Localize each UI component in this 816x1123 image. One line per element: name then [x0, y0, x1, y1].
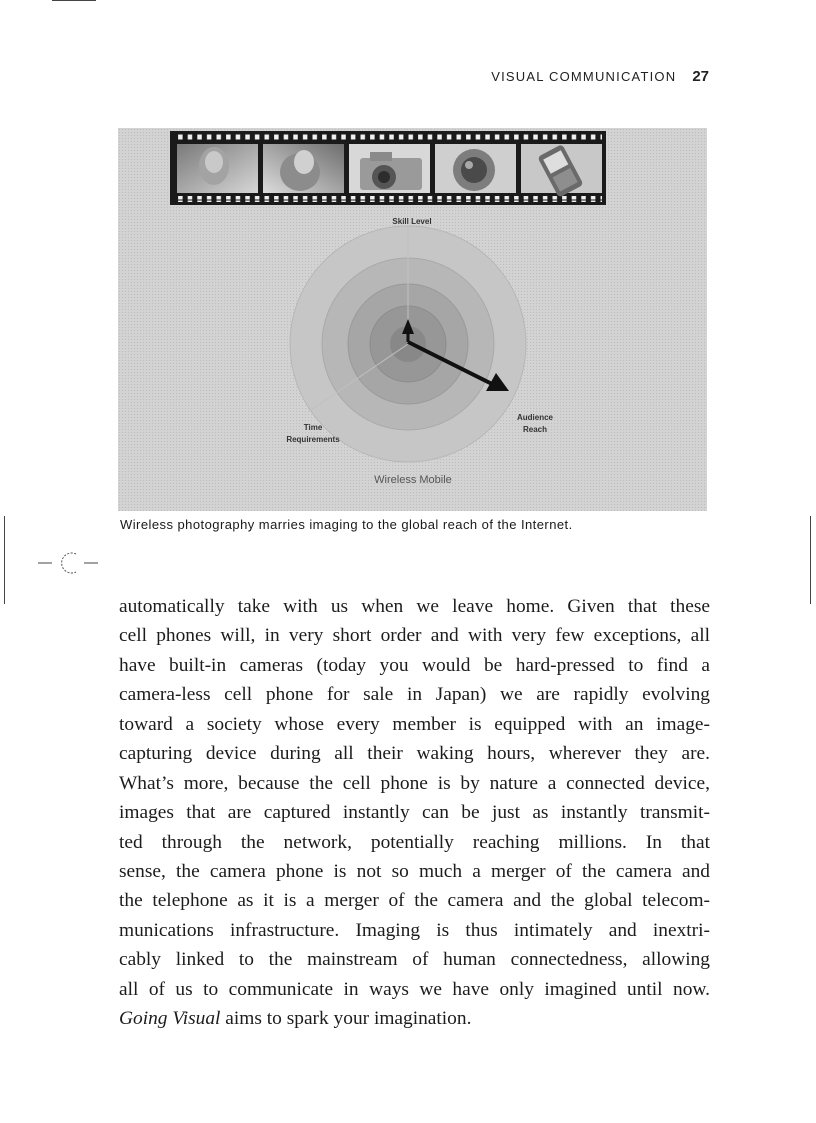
body-line-last: [119, 1004, 710, 1033]
crop-mark-left: [4, 516, 5, 604]
body-line-last-text: aims to spark your imagination.: [220, 1008, 472, 1030]
label-time-requirements: [268, 422, 358, 446]
label-time-line1: Time: [303, 423, 323, 432]
body-line: capturing device during all their waking hours, wherever they are.: [119, 743, 710, 765]
body-line: have built-in cameras (today you would be hard-pressed to find a: [119, 654, 710, 676]
body-line: cably linked to the mainstream of human connectedness, allowing: [119, 949, 710, 971]
body-line: images that are captured instantly can be just as instantly transmit-: [119, 802, 710, 824]
label-audience-line2: Reach: [522, 425, 547, 434]
figure-wireless-mobile: [118, 128, 707, 511]
film-frame-lens: [435, 144, 516, 193]
label-skill-level: Skill Level: [392, 217, 432, 226]
label-wireless-mobile: Wireless Mobile: [374, 474, 452, 486]
crop-mark-right: [810, 516, 811, 604]
body-line: the telephone as it is a merger of the camera and the global telecom-: [119, 890, 710, 912]
body-line: munications infrastructure. Imaging is thus intimately and inextri-: [119, 919, 710, 941]
page-number: 27: [692, 68, 709, 85]
label-audience-line1: Audience: [516, 413, 553, 422]
filmstrip: [170, 131, 606, 205]
film-frame-portrait-2: [263, 144, 344, 193]
body-line: cell phones will, in very short order and with very few exceptions, all: [119, 625, 710, 647]
label-time-line2: Requirements: [286, 435, 340, 444]
body-line: camera-less cell phone for sale in Japan) we are rapidly evolving: [119, 684, 710, 706]
film-frame-portrait-1: [177, 144, 258, 193]
body-line: sense, the camera phone is not so much a merger of the camera and: [119, 860, 710, 882]
body-line: automatically take with us when we leave home. Given that these: [119, 596, 710, 617]
running-head-title: VISUAL COMMUNICATION: [491, 69, 677, 84]
body-line: toward a society whose every member is equipped with an image-: [119, 713, 710, 735]
film-frame-camera-phone: [521, 144, 602, 198]
crop-mark-top: [52, 0, 96, 1]
body-line: What’s more, because the cell phone is by nature a connected device,: [119, 772, 710, 794]
body-paragraph: [119, 592, 710, 1034]
film-frame-camera: [349, 144, 430, 193]
figure-illustration: [118, 128, 707, 511]
body-line: ted through the network, potentially reaching millions. In that: [119, 831, 710, 853]
registration-mark-icon: [38, 548, 98, 578]
book-title-italic: Going Visual: [119, 1008, 221, 1030]
figure-caption: Wireless photography marries imaging to the global reach of the Internet.: [120, 517, 573, 532]
label-audience-reach: [490, 412, 580, 436]
running-head: [491, 68, 709, 85]
body-line: all of us to communicate in ways we have only imagined until now.: [119, 978, 710, 1000]
